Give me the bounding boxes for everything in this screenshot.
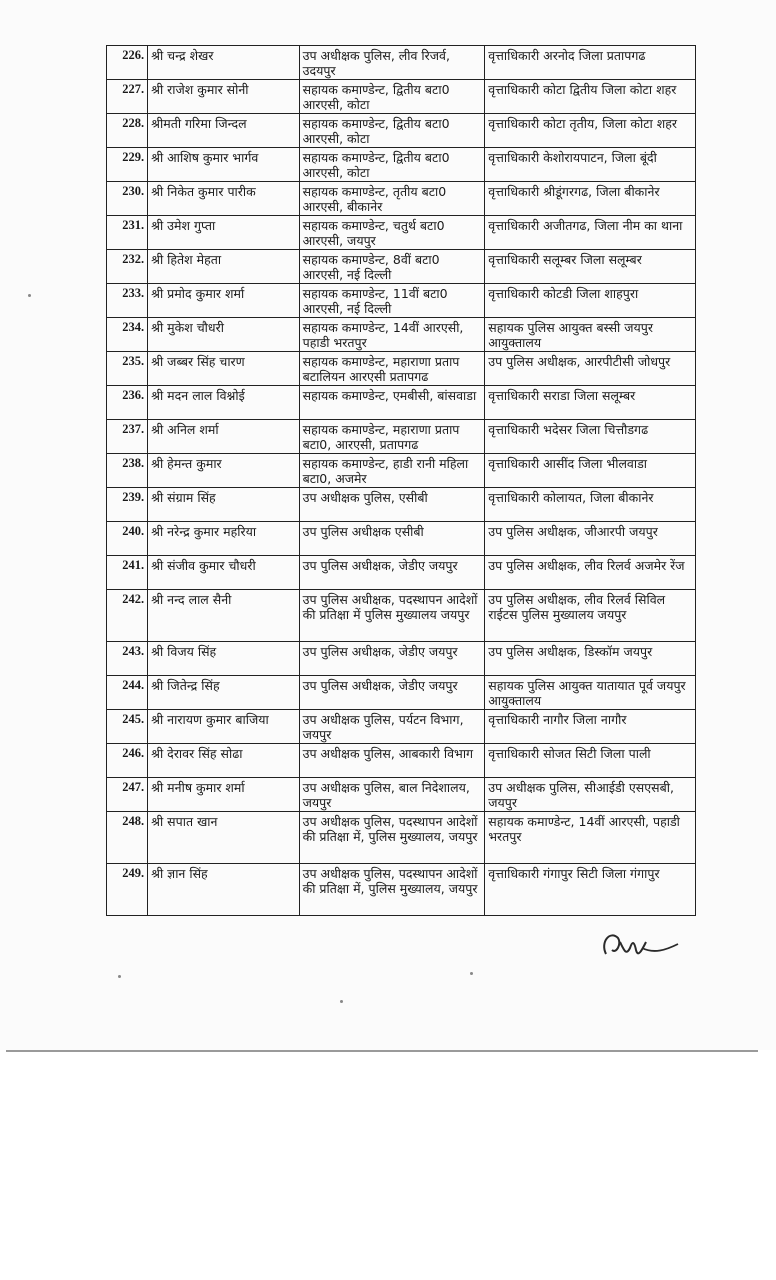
new-posting: वृत्ताधिकारी गंगापुर सिटी जिला गंगापुर [485, 864, 696, 916]
officer-name: श्री हेमन्त कुमार [148, 454, 300, 488]
officer-name: श्री देरावर सिंह सोढा [148, 744, 300, 778]
officer-name: श्री मुकेश चौधरी [148, 318, 300, 352]
table-row [107, 148, 696, 182]
scan-speck [28, 294, 31, 297]
officer-name: श्री निकेत कुमार पारीक [148, 182, 300, 216]
serial-number: 238. [107, 454, 148, 488]
table-row [107, 46, 696, 80]
officer-name: श्री प्रमोद कुमार शर्मा [148, 284, 300, 318]
transfer-table [106, 45, 696, 916]
table-row [107, 352, 696, 386]
new-posting: वृत्ताधिकारी सलूम्बर जिला सलूम्बर [485, 250, 696, 284]
new-posting: सहायक कमाण्डेन्ट, 14वीं आरएसी, पहाडी भरतपुर [485, 812, 696, 864]
officer-name: श्री उमेश गुप्ता [148, 216, 300, 250]
serial-number: 229. [107, 148, 148, 182]
table-row [107, 676, 696, 710]
table-row [107, 864, 696, 916]
current-posting: उप अधीक्षक पुलिस, लीव रिजर्व, उदयपुर [299, 46, 485, 80]
current-posting: उप पुलिस अधीक्षक, जेडीए जयपुर [299, 556, 485, 590]
current-posting: उप अधीक्षक पुलिस, पदस्थापन आदेशों की प्रतिक्षा में, पुलिस मुख्यालय, जयपुर [299, 812, 485, 864]
current-posting: उप अधीक्षक पुलिस, पदस्थापन आदेशों की प्रतिक्षा में, पुलिस मुख्यालय, जयपुर [299, 864, 485, 916]
table-row [107, 812, 696, 864]
officer-name: श्री संग्राम सिंह [148, 488, 300, 522]
current-posting: सहायक कमाण्डेन्ट, एमबीसी, बांसवाडा [299, 386, 485, 420]
officer-name: श्री चन्द्र शेखर [148, 46, 300, 80]
serial-number: 230. [107, 182, 148, 216]
current-posting: सहायक कमाण्डेन्ट, हाडी रानी महिला बटा0, अजमेर [299, 454, 485, 488]
serial-number: 233. [107, 284, 148, 318]
serial-number: 246. [107, 744, 148, 778]
current-posting: सहायक कमाण्डेन्ट, चतुर्थ बटा0 आरएसी, जयपुर [299, 216, 485, 250]
new-posting: उप पुलिस अधीक्षक, लीव रिलर्व अजमेर रेंज [485, 556, 696, 590]
new-posting: सहायक पुलिस आयुक्त बस्सी जयपुर आयुक्तालय [485, 318, 696, 352]
new-posting: उप पुलिस अधीक्षक, डिस्कॉम जयपुर [485, 642, 696, 676]
current-posting: सहायक कमाण्डेन्ट, द्वितीय बटा0 आरएसी, कोटा [299, 114, 485, 148]
serial-number: 249. [107, 864, 148, 916]
current-posting: सहायक कमाण्डेन्ट, तृतीय बटा0 आरएसी, बीकानेर [299, 182, 485, 216]
officer-name: श्री राजेश कुमार सोनी [148, 80, 300, 114]
new-posting: वृत्ताधिकारी कोटा द्वितीय जिला कोटा शहर [485, 80, 696, 114]
scan-speck [118, 975, 121, 978]
serial-number: 243. [107, 642, 148, 676]
officer-name: श्री आशिष कुमार भार्गव [148, 148, 300, 182]
serial-number: 248. [107, 812, 148, 864]
officer-name: श्री मनीष कुमार शर्मा [148, 778, 300, 812]
new-posting: वृत्ताधिकारी श्रीडूंगरगढ, जिला बीकानेर [485, 182, 696, 216]
table-row [107, 318, 696, 352]
serial-number: 244. [107, 676, 148, 710]
new-posting: वृत्ताधिकारी आसींद जिला भीलवाडा [485, 454, 696, 488]
table-row [107, 250, 696, 284]
serial-number: 236. [107, 386, 148, 420]
new-posting: वृत्ताधिकारी नागौर जिला नागौर [485, 710, 696, 744]
serial-number: 234. [107, 318, 148, 352]
table-row [107, 590, 696, 642]
officer-name: श्री ज्ञान सिंह [148, 864, 300, 916]
serial-number: 242. [107, 590, 148, 642]
officer-name: श्री सपात खान [148, 812, 300, 864]
scan-speck [470, 972, 473, 975]
officer-name: श्री नन्द लाल सैनी [148, 590, 300, 642]
officer-name: श्री अनिल शर्मा [148, 420, 300, 454]
table-row [107, 216, 696, 250]
officer-name: श्री मदन लाल विश्नोई [148, 386, 300, 420]
current-posting: उप पुलिस अधीक्षक, पदस्थापन आदेशों की प्रतिक्षा में पुलिस मुख्यालय जयपुर [299, 590, 485, 642]
handwritten-initials-icon [596, 920, 680, 970]
current-posting: सहायक कमाण्डेन्ट, महाराणा प्रताप बटालियन आरएसी प्रतापगढ [299, 352, 485, 386]
serial-number: 226. [107, 46, 148, 80]
current-posting: उप पुलिस अधीक्षक, जेडीए जयपुर [299, 642, 485, 676]
scan-speck [340, 1000, 343, 1003]
serial-number: 241. [107, 556, 148, 590]
current-posting: उप अधीक्षक पुलिस, बाल निदेशालय, जयपुर [299, 778, 485, 812]
serial-number: 247. [107, 778, 148, 812]
new-posting: उप पुलिस अधीक्षक, जीआरपी जयपुर [485, 522, 696, 556]
officer-name: श्री जितेन्द्र सिंह [148, 676, 300, 710]
table-row [107, 454, 696, 488]
serial-number: 239. [107, 488, 148, 522]
table-row [107, 386, 696, 420]
table-row [107, 642, 696, 676]
new-posting: वृत्ताधिकारी सोजत सिटी जिला पाली [485, 744, 696, 778]
table-row [107, 522, 696, 556]
current-posting: सहायक कमाण्डेन्ट, 8वीं बटा0 आरएसी, नई दिल्ली [299, 250, 485, 284]
new-posting: उप पुलिस अधीक्षक, लीव रिलर्व सिविल राईटस पुलिस मुख्यालय जयपुर [485, 590, 696, 642]
table-row [107, 284, 696, 318]
current-posting: सहायक कमाण्डेन्ट, द्वितीय बटा0 आरएसी, कोटा [299, 148, 485, 182]
new-posting: वृत्ताधिकारी केशोरायपाटन, जिला बूंदी [485, 148, 696, 182]
table-row [107, 778, 696, 812]
current-posting: उप पुलिस अधीक्षक, जेडीए जयपुर [299, 676, 485, 710]
new-posting: वृत्ताधिकारी अरनोद जिला प्रतापगढ [485, 46, 696, 80]
new-posting: उप अधीक्षक पुलिस, सीआईडी एसएसबी, जयपुर [485, 778, 696, 812]
officer-name: श्री जब्बर सिंह चारण [148, 352, 300, 386]
table-row [107, 744, 696, 778]
serial-number: 232. [107, 250, 148, 284]
serial-number: 228. [107, 114, 148, 148]
current-posting: सहायक कमाण्डेन्ट, महाराणा प्रताप बटा0, आरएसी, प्रतापगढ [299, 420, 485, 454]
officer-name: श्री हितेश मेहता [148, 250, 300, 284]
serial-number: 235. [107, 352, 148, 386]
serial-number: 245. [107, 710, 148, 744]
serial-number: 227. [107, 80, 148, 114]
table-row [107, 80, 696, 114]
table-row [107, 556, 696, 590]
officer-name: श्री नरेन्द्र कुमार महरिया [148, 522, 300, 556]
serial-number: 240. [107, 522, 148, 556]
current-posting: सहायक कमाण्डेन्ट, 14वीं आरएसी, पहाडी भरतपुर [299, 318, 485, 352]
table-row [107, 182, 696, 216]
officer-name: श्री नारायण कुमार बाजिया [148, 710, 300, 744]
current-posting: सहायक कमाण्डेन्ट, द्वितीय बटा0 आरएसी, कोटा [299, 80, 485, 114]
new-posting: सहायक पुलिस आयुक्त यातायात पूर्व जयपुर आयुक्तालय [485, 676, 696, 710]
table-row [107, 420, 696, 454]
current-posting: सहायक कमाण्डेन्ट, 11वीं बटा0 आरएसी, नई दिल्ली [299, 284, 485, 318]
table-row [107, 114, 696, 148]
current-posting: उप अधीक्षक पुलिस, आबकारी विभाग [299, 744, 485, 778]
new-posting: वृत्ताधिकारी अजीतगढ, जिला नीम का थाना [485, 216, 696, 250]
officer-name: श्री संजीव कुमार चौधरी [148, 556, 300, 590]
serial-number: 237. [107, 420, 148, 454]
current-posting: उप अधीक्षक पुलिस, पर्यटन विभाग, जयपुर [299, 710, 485, 744]
new-posting: वृत्ताधिकारी कोटडी जिला शाहपुरा [485, 284, 696, 318]
new-posting: वृत्ताधिकारी कोलायत, जिला बीकानेर [485, 488, 696, 522]
new-posting: वृत्ताधिकारी कोटा तृतीय, जिला कोटा शहर [485, 114, 696, 148]
officer-name: श्री विजय सिंह [148, 642, 300, 676]
new-posting: वृत्ताधिकारी सराडा जिला सलूम्बर [485, 386, 696, 420]
new-posting: वृत्ताधिकारी भदेसर जिला चित्तौडगढ [485, 420, 696, 454]
page-edge-divider [6, 1050, 758, 1052]
serial-number: 231. [107, 216, 148, 250]
current-posting: उप अधीक्षक पुलिस, एसीबी [299, 488, 485, 522]
table-row [107, 710, 696, 744]
officer-name: श्रीमती गरिमा जिन्दल [148, 114, 300, 148]
new-posting: उप पुलिस अधीक्षक, आरपीटीसी जोधपुर [485, 352, 696, 386]
current-posting: उप पुलिस अधीक्षक एसीबी [299, 522, 485, 556]
table-row [107, 488, 696, 522]
